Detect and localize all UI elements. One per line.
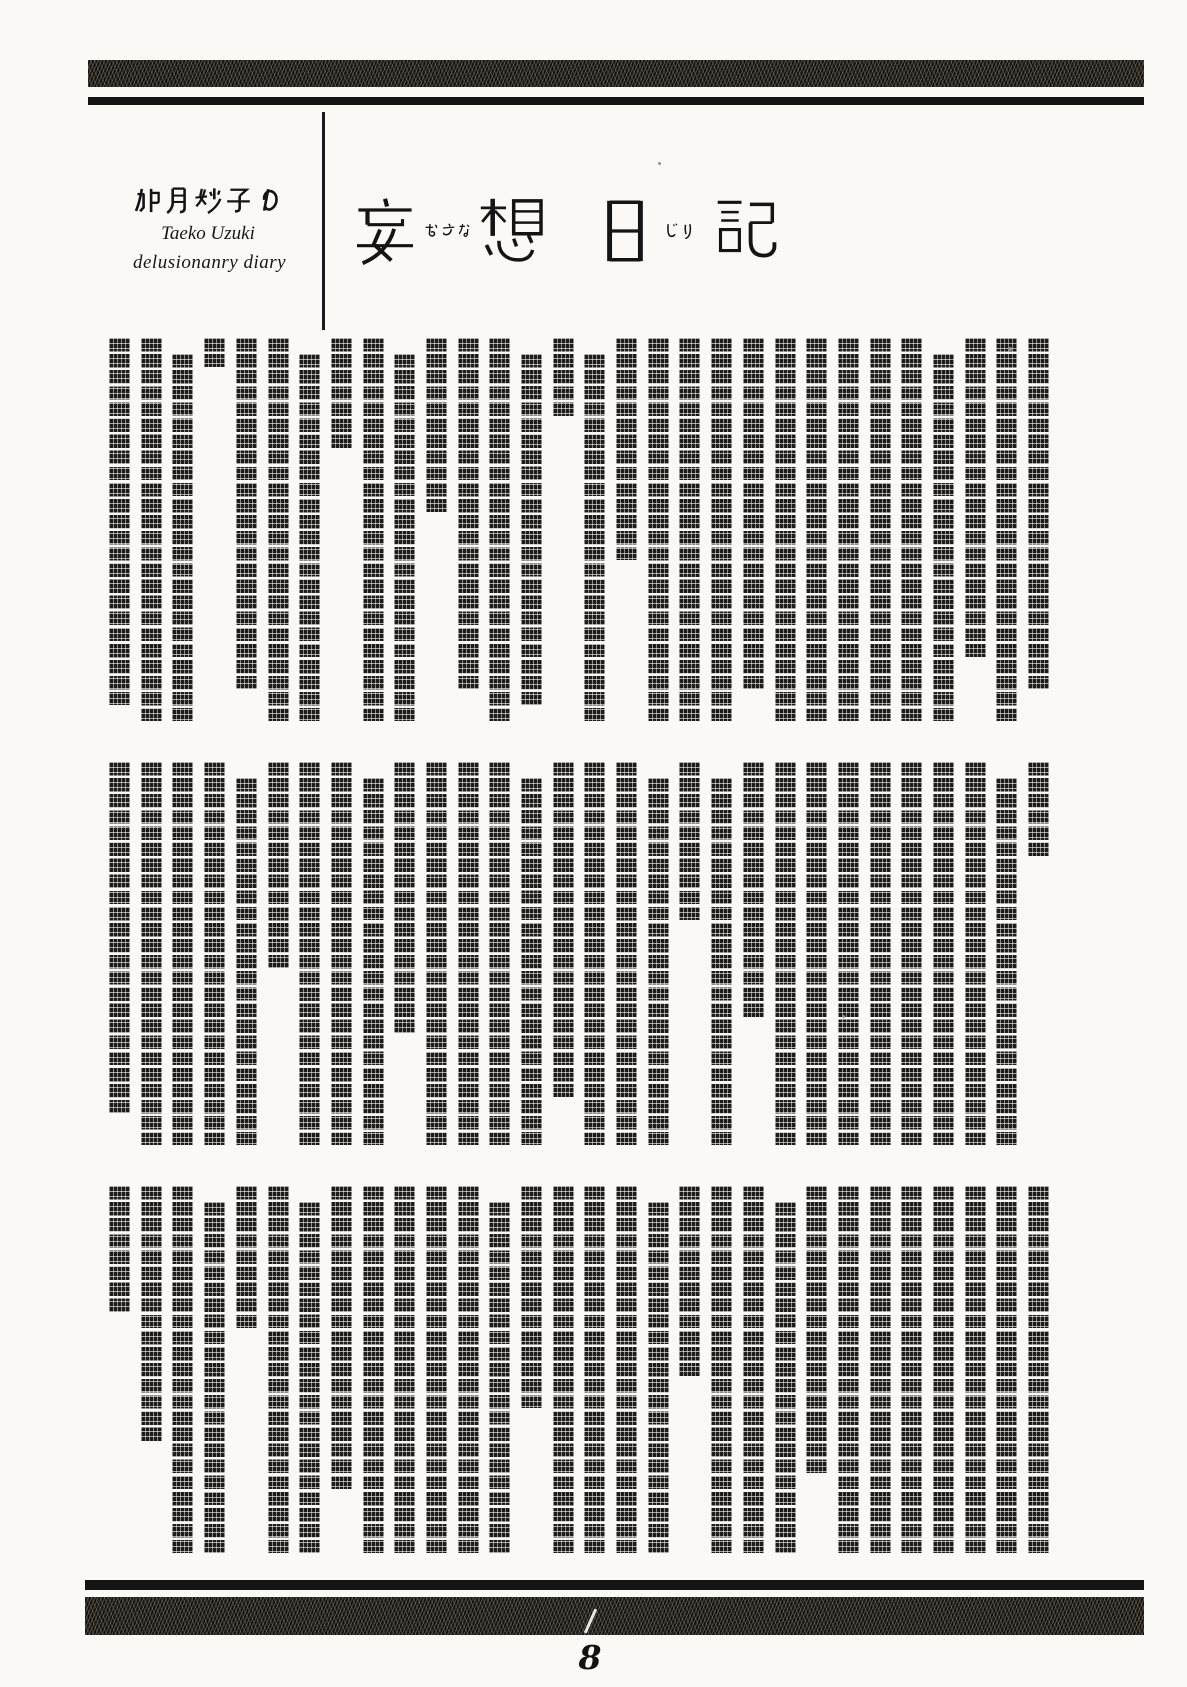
text-column-redacted — [648, 778, 669, 1145]
title-kanji-sou-glyph — [478, 196, 548, 266]
text-column-redacted — [363, 338, 384, 721]
text-column-redacted — [172, 354, 193, 721]
kana-no-glyph — [254, 186, 283, 215]
text-column-redacted — [236, 778, 257, 1145]
title-furigana-osana — [424, 223, 474, 239]
text-column-redacted — [109, 338, 130, 705]
text-column-redacted — [838, 338, 859, 721]
text-column-redacted — [711, 1186, 732, 1553]
text-column-redacted — [648, 1202, 669, 1553]
text-column-redacted — [141, 762, 162, 1145]
text-column-redacted — [331, 762, 352, 1145]
kanji-u-glyph — [134, 186, 163, 215]
text-column-redacted — [141, 338, 162, 721]
title-furigana-jiri — [662, 223, 697, 240]
text-column-redacted — [236, 1186, 257, 1328]
text-column-redacted — [806, 338, 827, 721]
text-column-redacted — [933, 354, 954, 721]
text-column-redacted — [236, 338, 257, 689]
text-column-redacted — [679, 338, 700, 721]
text-column-redacted — [996, 1186, 1017, 1553]
text-column-redacted — [521, 778, 542, 1145]
text-column-redacted — [616, 338, 637, 560]
scan-speck — [842, 1015, 845, 1018]
text-column-redacted — [299, 762, 320, 1145]
text-column-redacted — [616, 1186, 637, 1553]
text-column-redacted — [489, 762, 510, 1145]
text-column-redacted — [743, 338, 764, 689]
text-column-redacted — [172, 1186, 193, 1553]
text-column-redacted — [584, 762, 605, 1145]
text-column-redacted — [204, 762, 225, 1145]
text-column-redacted — [1028, 762, 1049, 856]
text-column-redacted — [172, 762, 193, 1145]
text-column-redacted — [806, 762, 827, 1145]
text-column-redacted — [458, 762, 479, 1145]
text-column-redacted — [616, 762, 637, 1145]
kanji-tsuki-glyph — [164, 186, 193, 215]
text-column-redacted — [743, 762, 764, 1017]
title-kanji-nichi-glyph — [598, 196, 652, 266]
page-number: 8 — [578, 1638, 602, 1677]
text-column-redacted — [521, 1186, 542, 1408]
text-column-redacted — [870, 1186, 891, 1553]
author-block — [133, 186, 287, 273]
text-column-redacted — [363, 1186, 384, 1553]
text-column-redacted — [775, 1202, 796, 1553]
bottom-thick-rule — [85, 1597, 1144, 1635]
text-column-redacted — [584, 354, 605, 721]
title-kanji-mou-glyph — [350, 196, 420, 266]
text-column-redacted — [679, 762, 700, 920]
text-band-1 — [108, 338, 1049, 726]
text-column-redacted — [331, 1186, 352, 1489]
kanji-ko-glyph — [224, 186, 253, 215]
text-column-redacted — [331, 338, 352, 448]
text-column-redacted — [1028, 1186, 1049, 1553]
text-column-redacted — [553, 338, 574, 416]
author-name-romaji: Taeko Uzuki — [161, 223, 255, 244]
text-column-redacted — [394, 762, 415, 1033]
header-divider-rule — [322, 112, 325, 330]
text-column-redacted — [141, 1186, 162, 1441]
text-column-redacted — [426, 762, 447, 1145]
text-column-redacted — [965, 338, 986, 657]
text-band-2 — [108, 762, 1049, 1150]
text-column-redacted — [521, 354, 542, 705]
title-word-space — [548, 231, 598, 232]
text-column-redacted — [838, 1186, 859, 1553]
author-subtitle-english: delusionanry diary — [133, 252, 287, 273]
text-column-redacted — [363, 778, 384, 1145]
scan-speck — [1008, 347, 1012, 351]
text-column-redacted — [489, 338, 510, 721]
author-name-japanese — [133, 186, 283, 215]
kana-sa-glyph — [441, 223, 457, 239]
text-column-redacted — [870, 762, 891, 1145]
text-column-redacted — [901, 1186, 922, 1553]
text-column-redacted — [109, 762, 130, 1113]
text-column-redacted — [584, 1186, 605, 1553]
text-column-redacted — [965, 762, 986, 1145]
text-column-redacted — [426, 338, 447, 512]
text-column-redacted — [996, 778, 1017, 1145]
kana-o-glyph — [424, 223, 440, 239]
text-column-redacted — [775, 338, 796, 721]
kanji-tae-glyph — [194, 186, 223, 215]
text-column-redacted — [1028, 338, 1049, 689]
text-column-redacted — [901, 762, 922, 1145]
text-column-redacted — [553, 762, 574, 1097]
text-column-redacted — [806, 1186, 827, 1473]
kana-na-glyph — [458, 223, 474, 239]
title-kanji-ki-glyph — [712, 196, 778, 266]
text-column-redacted — [268, 338, 289, 721]
text-column-redacted — [743, 1186, 764, 1553]
text-column-redacted — [109, 1186, 130, 1312]
text-column-redacted — [394, 354, 415, 721]
kana-ji-glyph — [662, 223, 679, 240]
text-column-redacted — [299, 354, 320, 721]
text-column-redacted — [679, 1186, 700, 1376]
top-thick-rule — [88, 60, 1144, 87]
text-column-redacted — [901, 338, 922, 721]
bottom-thin-rule — [85, 1580, 1144, 1590]
text-column-redacted — [648, 338, 669, 721]
text-column-redacted — [996, 338, 1017, 721]
text-column-redacted — [394, 1186, 415, 1553]
text-column-redacted — [268, 762, 289, 968]
text-column-redacted — [204, 338, 225, 367]
text-column-redacted — [870, 338, 891, 721]
scan-speck — [658, 162, 661, 165]
text-column-redacted — [489, 1202, 510, 1553]
text-column-redacted — [775, 762, 796, 1145]
page-title — [350, 196, 778, 266]
kana-ri-glyph — [680, 223, 697, 240]
text-column-redacted — [458, 338, 479, 689]
text-column-redacted — [268, 1186, 289, 1553]
text-column-redacted — [204, 1202, 225, 1553]
text-column-redacted — [711, 778, 732, 1145]
text-column-redacted — [553, 1186, 574, 1553]
text-band-3 — [108, 1186, 1049, 1574]
text-column-redacted — [299, 1202, 320, 1553]
top-thin-rule — [88, 97, 1144, 105]
text-column-redacted — [426, 1186, 447, 1553]
text-column-redacted — [933, 762, 954, 1145]
text-column-redacted — [933, 1186, 954, 1553]
text-column-redacted — [711, 338, 732, 721]
text-column-redacted — [838, 762, 859, 1145]
text-column-redacted — [965, 1186, 986, 1553]
text-column-redacted — [458, 1186, 479, 1553]
